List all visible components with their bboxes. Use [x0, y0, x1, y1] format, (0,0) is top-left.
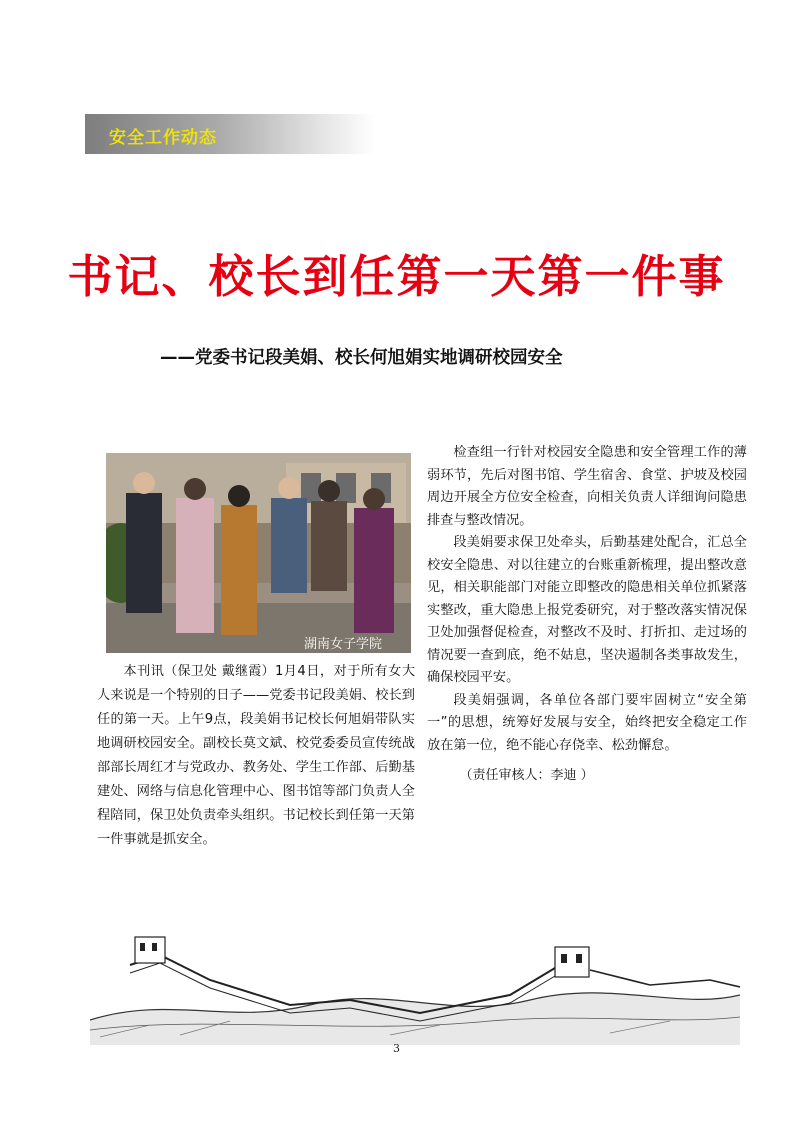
audit-note: （责任审核人：李迪 ）	[459, 768, 594, 783]
page-number: 3	[393, 1042, 400, 1055]
great-wall-decoration	[90, 925, 740, 1045]
news-lead: 本刊讯	[123, 664, 165, 679]
right-paragraph-2: 段美娟要求保卫处牵头，后勤基建处配合，汇总全校安全隐患、对以往建立的台账重新梳理，提出整改意见，相关职能部门对能立即整改的隐患相关单位抓紧落实整改，重大隐患上报党委研究，对于整改落实情况保卫处加强督促检查，对整改不及时、打折扣、走过场的情况要一查到底，绝不姑息，坚决遏制各类事故发生，确保校园平安。	[427, 535, 747, 685]
news-photo	[106, 453, 411, 653]
right-paragraph-1: 检查组一行针对校园安全隐患和安全管理工作的薄弱环节，先后对图书馆、学生宿舍、食堂、护坡及校园周边开展全方位安全检查，向相关负责人详细询问隐患排查与整改情况。	[427, 445, 747, 528]
left-column	[97, 660, 415, 852]
right-paragraph-3: 段美娟强调，各单位各部门要牢固树立“安全第一”的思想，统筹好发展与安全，始终把安全稳定工作放在第一位，绝不能心存侥幸、松劲懈怠。	[427, 692, 747, 753]
article-title: 书记、校长到任第一天第一件事	[67, 250, 726, 303]
right-column	[427, 442, 747, 788]
section-header-band	[85, 114, 375, 154]
section-label: 安全工作动态	[109, 128, 217, 148]
byline: （保卫处 戴继霞）	[164, 664, 275, 679]
left-paragraph	[97, 660, 415, 852]
left-body-text: 1月4日，对于所有女大人来说是一个特别的日子——党委书记段美娟、校长到任的第一天。上午9点，段美娟书记校长何旭娟带队实地调研校园安全。副校长莫文斌、校党委委员宣传统战部部长周红才与党政办、教务处、学生工作部、后勤基建处、网络与信息化管理中心、图书馆等部门负责人全程陪同，保卫处负责牵头组织。书记校长到任第一天第一件事就是抓安全。	[97, 664, 416, 847]
photo-watermark: 湖南女子学院	[304, 637, 383, 652]
article-subtitle: ——党委书记段美娟、校长何旭娟实地调研校园安全	[160, 348, 563, 368]
news-photo-illustration	[106, 453, 411, 653]
great-wall-illustration	[90, 925, 740, 1045]
